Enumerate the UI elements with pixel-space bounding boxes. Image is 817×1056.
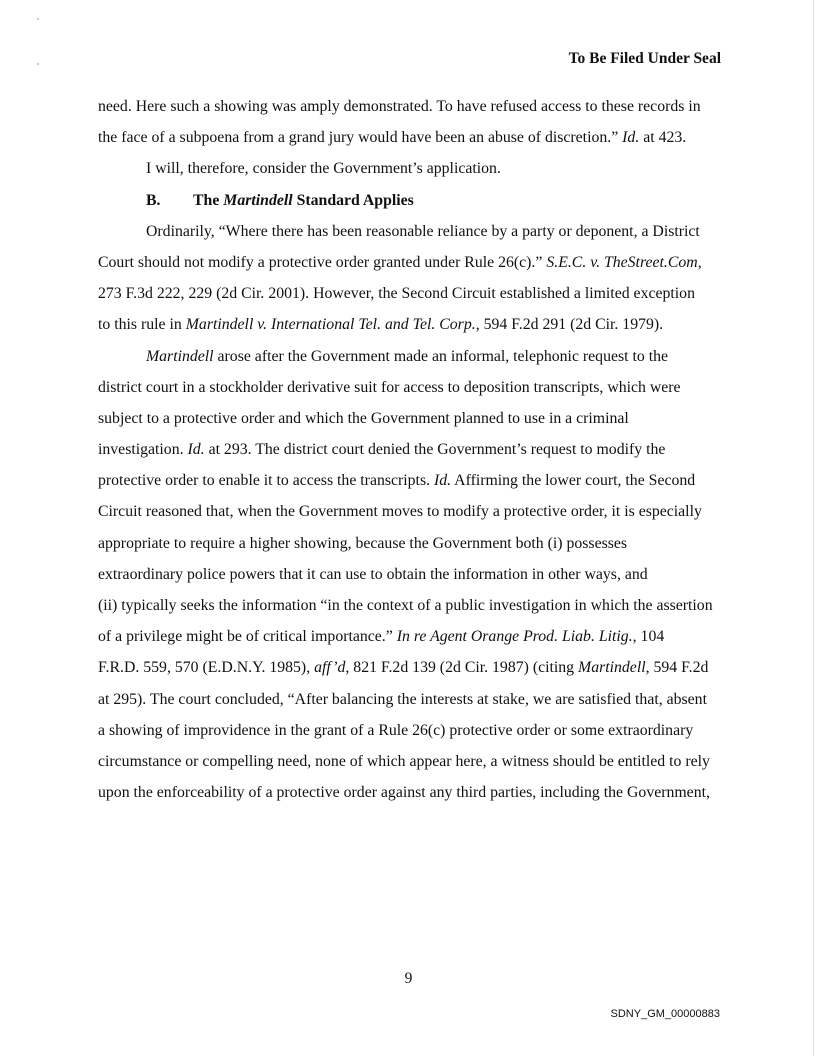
text-segment: Ordinarily, “Where there has been reasonable reliance by a party or deponent, a District (146, 222, 700, 240)
text-segment: Affirming the lower court, the Second (451, 472, 696, 490)
italic-citation: Martindell v. International Tel. and Tel. Corp. (185, 316, 476, 334)
text-line (98, 590, 728, 621)
italic-citation: Id. (187, 441, 205, 459)
italic-citation: aff’d (314, 659, 346, 677)
text-segment: at 293. The district court denied the Government’s request to modify the (204, 441, 666, 459)
italic-citation: Martindell (223, 191, 293, 209)
italic-citation: Id. (622, 129, 640, 147)
text-segment: The (193, 191, 224, 209)
text-line (98, 278, 728, 309)
italic-citation: Martindell (578, 659, 646, 677)
scan-speck (37, 63, 39, 65)
scan-speck (37, 18, 39, 20)
text-segment: , 104 (632, 628, 665, 646)
text-segment: circumstance or compelling need, none of which appear here, a witness should be entitled to rely (98, 752, 710, 770)
scan-edge (813, 0, 814, 1056)
text-segment: arose after the Government made an informal, telephonic request to the (213, 347, 669, 365)
text-line (98, 216, 728, 247)
text-segment: Standard Applies (292, 191, 414, 209)
text-line (98, 341, 728, 372)
text-line (98, 652, 728, 683)
text-segment: of a privilege might be of critical importance.” (98, 628, 397, 646)
section-label: B. (146, 191, 161, 209)
text-line (98, 247, 728, 278)
text-line (98, 122, 728, 153)
text-line (98, 621, 728, 652)
text-segment: at 423. (639, 129, 687, 147)
text-line (98, 715, 728, 746)
text-segment: investigation. (98, 441, 188, 459)
text-segment: the face of a subpoena from a grand jury would have been an abuse of discretion.” (98, 129, 623, 147)
text-segment: upon the enforceability of a protective order against any third parties, including the Government, (98, 784, 710, 802)
italic-citation: Martindell (146, 347, 214, 365)
italic-citation: S.E.C. v. TheStreet.Com (546, 253, 698, 271)
text-segment: appropriate to require a higher showing, because the Government both (i) possesses (98, 534, 628, 552)
text-segment: protective order to enable it to access the transcripts. (98, 472, 434, 490)
text-segment: extraordinary police powers that it can use to obtain the information in other ways, and (98, 565, 648, 583)
text-segment: Circuit reasoned that, when the Government moves to modify a protective order, it is especially (98, 503, 702, 521)
text-line (98, 528, 728, 559)
text-line (98, 91, 728, 122)
text-line (98, 434, 728, 465)
text-segment: to this rule in (98, 316, 186, 334)
page-number: 9 (404, 970, 413, 987)
text-line (98, 465, 728, 496)
text-segment: need. Here such a showing was amply demonstrated. To have refused access to these records in (98, 98, 701, 115)
text-line (98, 403, 728, 434)
text-segment: Court should not modify a protective order granted under Rule 26(c).” (98, 253, 547, 271)
text-segment: 273 F.3d 222, 229 (2d Cir. 2001). However, the Second Circuit established a limited exception (98, 285, 695, 303)
text-line (98, 777, 728, 808)
text-segment: district court in a stockholder derivative suit for access to deposition transcripts, which were (98, 378, 681, 396)
text-line (98, 309, 728, 340)
text-line (98, 496, 728, 527)
text-line (98, 153, 728, 184)
bates-number: SDNY_GM_00000883 (610, 1008, 720, 1020)
text-segment: , 594 F.2d 291 (2d Cir. 1979). (475, 316, 664, 334)
italic-citation: In re Agent Orange Prod. Liab. Litig. (396, 628, 633, 646)
text-segment: , 821 F.2d 139 (2d Cir. 1987) (citing (345, 659, 579, 677)
text-segment: a showing of improvidence in the grant of a Rule 26(c) protective order or some extraordinary (98, 721, 694, 739)
document-body (98, 91, 728, 808)
text-line (98, 559, 728, 590)
text-segment: , 594 F.2d (645, 659, 709, 677)
text-line (98, 746, 728, 777)
text-segment: (ii) typically seeks the information “in the context of a public investigation in which the assertion (98, 597, 713, 614)
text-segment: I will, therefore, consider the Government’s application. (146, 160, 501, 178)
italic-citation: Id. (434, 472, 452, 490)
text-line (98, 684, 728, 715)
text-segment: , (697, 253, 702, 271)
seal-notice: To Be Filed Under Seal (568, 50, 721, 67)
text-segment: subject to a protective order and which the Government planned to use in a criminal (98, 409, 629, 427)
section-heading (98, 185, 728, 216)
text-segment: F.R.D. 559, 570 (E.D.N.Y. 1985), (98, 659, 315, 677)
text-line (98, 372, 728, 403)
text-segment: at 295). The court concluded, “After balancing the interests at stake, we are satisfied that, absent (98, 690, 707, 708)
